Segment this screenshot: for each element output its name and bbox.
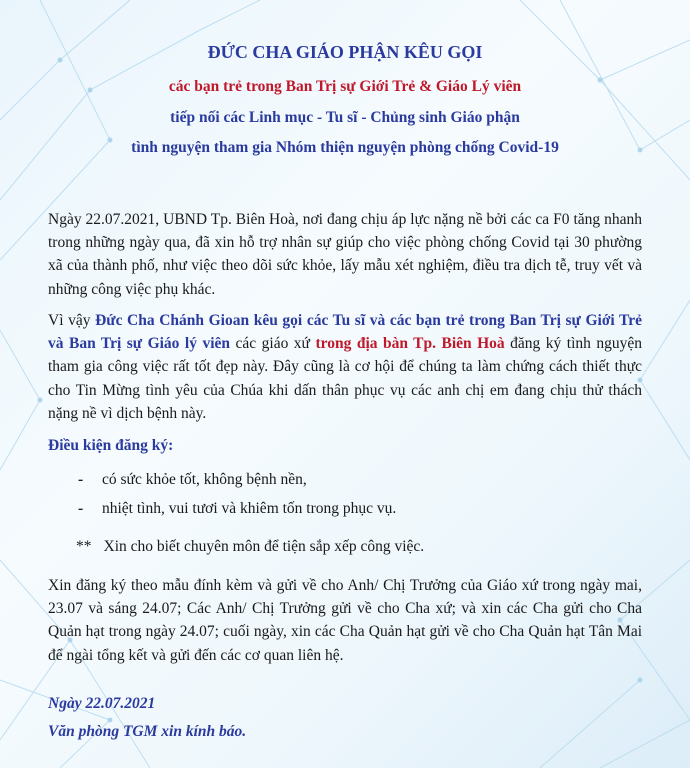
call-bishop-appeal: Đức Cha Chánh Gioan kêu gọi các Tu sĩ và các bạn trẻ trong Ban Trị sự Giới Trẻ và Ban Trị sự Giáo lý viên <box>48 312 642 353</box>
condition-text: có sức khỏe tốt, không bệnh nền, <box>102 471 307 488</box>
call-area: trong địa bàn Tp. Biên Hoà <box>315 335 505 353</box>
document-title: ĐỨC CHA GIÁO PHẬN KÊU GỌI <box>207 42 483 62</box>
bullet-dash: - <box>78 500 84 517</box>
paragraph-situation: Ngày 22.07.2021, UBND Tp. Biên Hoà, nơi đang chịu áp lực nặng nề bởi các ca F0 tăng nhanh trong những ngày qua, đã xin hỗ trợ nhân sự giúp cho việc phòng chống Covid tại 30 phường xã của thành phố, như việc theo dõi sức khỏe, lấy mẫu xét nghiệm, điều tra dịch tễ, truy vết và những công việc phụ khác. <box>48 211 642 298</box>
footer-signature: Văn phòng TGM xin kính báo. <box>48 723 247 740</box>
paragraph-call <box>48 309 642 425</box>
subtitle-line-3: tình nguyện tham gia Nhóm thiện nguyện phòng chống Covid-19 <box>131 139 559 156</box>
call-middle: các giáo xứ <box>230 335 316 353</box>
subtitle-line-1: các bạn trẻ trong Ban Trị sự Giới Trẻ & Giáo Lý viên <box>168 78 522 95</box>
subtitle-line-2: tiếp nối các Linh mục - Tu sĩ - Chủng sinh Giáo phận <box>170 109 520 126</box>
conditions-heading: Điều kiện đăng ký: <box>48 437 174 454</box>
call-suffix: đăng ký tình nguyện tham gia công việc rất tốt đẹp này. Đây cũng là cơ hội để chúng ta làm chứng cách thiết thực cho Tin Mừng tình yêu của Chúa khi dấn thân phục vụ các anh chị em đang chịu thử thách nặng nề vì dịch bệnh này. <box>48 335 642 422</box>
note-line <box>76 538 424 556</box>
note-text: Xin cho biết chuyên môn để tiện sắp xếp công việc. <box>103 538 425 555</box>
call-prefix: Vì vậy <box>48 312 96 329</box>
bullet-dash: - <box>78 471 84 488</box>
paragraph-registration: Xin đăng ký theo mẫu đính kèm và gửi về cho Anh/ Chị Trưởng của Giáo xứ trong ngày mai, 23.07 và sáng 24.07; Các Anh/ Chị Trưởng gửi về cho Cha xứ; và xin các Cha gửi cho Cha Quản hạt trong ngày 24.07; cuối ngày, xin các Cha Quản hạt gửi về cho Cha Quản hạt Tân Mai để ngài tổng kết và gửi đến các cơ quan liên hệ. <box>48 577 642 664</box>
condition-item <box>78 500 396 518</box>
condition-text: nhiệt tình, vui tươi và khiêm tốn trong phục vụ. <box>102 500 397 517</box>
condition-item <box>78 471 307 489</box>
note-stars: ** <box>76 538 92 555</box>
footer-date: Ngày 22.07.2021 <box>48 695 156 712</box>
